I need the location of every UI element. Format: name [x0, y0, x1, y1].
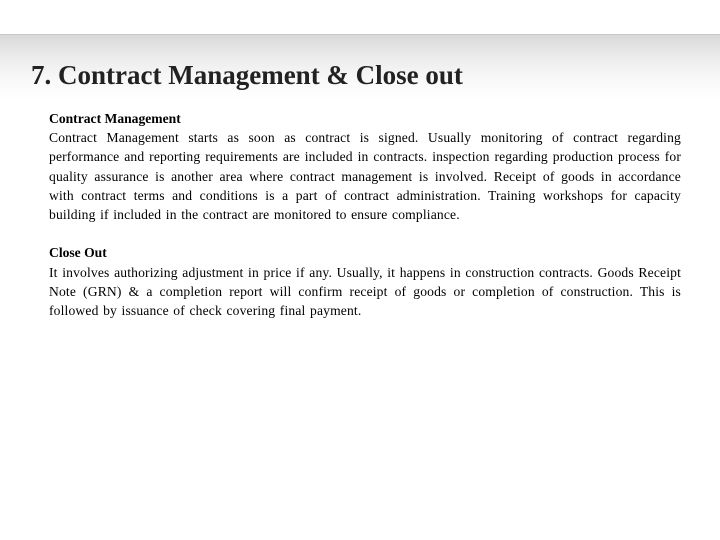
section-heading-contract-management: Contract Management	[49, 111, 181, 126]
slide-content	[49, 109, 681, 339]
section-heading-close-out: Close Out	[49, 245, 107, 261]
slide-top-band	[0, 0, 720, 35]
section-body-close-out: It involves authorizing adjustment in price if any. Usually, it happens in construction contracts. Goods Receipt Note (GRN) & a completion report will confirm receipt of goods or completion of construction. This is followed by issuance of check covering final payment.	[49, 264, 681, 319]
slide-title: 7. Contract Management & Close out	[31, 60, 463, 90]
section-body-contract-management: Contract Management starts as soon as contract is signed. Usually monitoring of contract regarding performance and reporting requirements are included in contracts. inspection regarding production process for quality assurance is another area where contract management is involved. Receipt of goods in accordance with contract terms and conditions is a part of contract administration. Training workshops for capacity building if included in the contract are monitored to ensure compliance.	[49, 130, 681, 223]
section-contract-management	[49, 109, 681, 224]
section-close-out	[49, 243, 681, 320]
